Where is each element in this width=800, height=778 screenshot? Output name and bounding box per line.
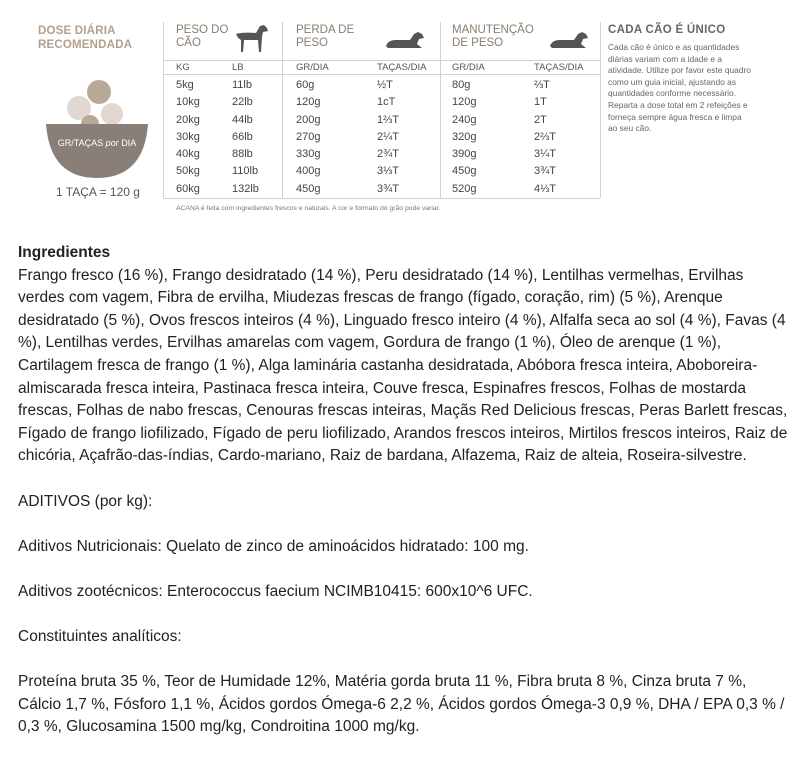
table-cell: 2T — [534, 113, 547, 126]
table-cell: 30kg — [176, 130, 200, 143]
feeding-guide — [0, 0, 800, 230]
table-cell: 1T — [534, 96, 547, 109]
table-cell: 2⅔T — [534, 130, 557, 143]
table-cell: 1⅔T — [377, 113, 400, 126]
sub-header-loss-cups: TAÇAS/DIA — [377, 62, 427, 73]
table-cell: 11lb — [232, 79, 252, 91]
loss-cups-column — [377, 77, 399, 198]
table-cell: 132lb — [232, 182, 259, 195]
sub-header-loss-gr: GR/DIA — [296, 62, 329, 73]
table-cell: 450g — [296, 182, 321, 195]
analytical-heading: Constituintes analíticos: — [18, 628, 182, 646]
table-cell: 2¾T — [377, 148, 400, 161]
table-cell: 320g — [452, 130, 477, 143]
table-cell: 110lb — [232, 165, 259, 178]
table-cell: 450g — [452, 165, 477, 178]
sub-header-maint-gr: GR/DIA — [452, 62, 485, 73]
maint-cups-column — [534, 77, 556, 198]
ingredients-text: Frango fresco (16 %), Frango desidratado (14 %), Peru desidratado (14 %), Lentilhas vermelhas, Ervilhas verdes com vagem, Fibra de ervilha, Miudezas frescas de frango (fígado, coração, rim) (5 %), Arenque desidratado (5 %), Ovos frescos inteiros (4 %), Linguado fresco inteiro (4 %), Alfalfa seca ao sol (4 %), Favas (4 %), Lentilhas verdes, Ervilhas amarelas com vagem, Gordura de frango (1 %), Óleo de arenque (1 %), Cartilagem fresca de frango (1 %), Alga laminária castanha desidratada, Abóbora fresca inteira, Aboboreira-almiscarada fresca inteira, Pastinaca fresca inteira, Couve fresca, Espinafres frescos, Folhas de mostarda frescas, Folhas de nabo frescas, Cenouras frescas inteiras, Maçãs Red Delicious frescas, Peras Barlett frescas, Fígado de frango liofilizado, Fígado de peru liofilizado, Arandos frescos inteiros, Mirtilos frescos inteiros, Raiz de chicória, Açafrão-das-índias, Cardo-mariano, Raiz de bardana, Alfazema, Raiz de alteia, Roseira-silvestre. — [18, 266, 788, 465]
maintenance-header: MANUTENÇÃO DE PESO — [452, 24, 534, 49]
table-cell: 1cT — [377, 96, 396, 109]
table-cell: 20kg — [176, 113, 200, 126]
table-cell: 66lb — [232, 130, 253, 143]
cup-info: 1 TAÇA = 120 g — [56, 185, 140, 199]
nutritional-additives: Aditivos Nutricionais: Quelato de zinco de aminoácidos hidratado: 100 mg. — [18, 537, 529, 555]
kg-column — [176, 77, 200, 198]
table-cell: 120g — [452, 96, 477, 109]
table-cell: 10kg — [176, 96, 200, 109]
table-cell: 5kg — [176, 79, 194, 91]
table-cell: 60g — [296, 79, 315, 91]
product-description — [18, 242, 790, 739]
sub-header-maint-cups: TAÇAS/DIA — [534, 62, 584, 73]
table-cell: 400g — [296, 165, 321, 178]
table-cell: ⅔T — [534, 79, 550, 91]
ingredients-heading: Ingredientes — [18, 244, 111, 261]
table-cell: 520g — [452, 182, 477, 195]
bowl-label: GR/TAÇAS por DIA — [57, 138, 137, 148]
table-cell: 120g — [296, 96, 321, 109]
table-cell: 80g — [452, 79, 471, 91]
table-cell: 200g — [296, 113, 321, 126]
standing-dog-icon — [232, 22, 270, 54]
table-cell: 2¼T — [377, 130, 400, 143]
sub-header-lb: LB — [232, 62, 244, 73]
sub-header-kg: KG — [176, 62, 190, 73]
table-cell: 390g — [452, 148, 477, 161]
table-cell: 88lb — [232, 148, 253, 161]
zootechnical-additives: Aditivos zootécnicos: Enterococcus faecium NCIMB10415: 600x10^6 UFC. — [18, 582, 533, 600]
table-cell: 40kg — [176, 148, 200, 161]
table-cell: 4⅓T — [534, 182, 557, 195]
loss-gr-column — [296, 77, 320, 198]
table-cell: 270g — [296, 130, 321, 143]
maint-gr-column — [452, 77, 476, 198]
weight-header: PESO DO CÃO — [176, 24, 229, 49]
table-cell: 50kg — [176, 165, 200, 178]
table-cell: 44lb — [232, 113, 253, 126]
additives-heading: ADITIVOS (por kg): — [18, 492, 153, 510]
lb-column — [232, 77, 259, 198]
table-cell: 240g — [452, 113, 477, 126]
note-title: CADA CÃO É ÚNICO — [608, 24, 726, 36]
bowl-icon — [44, 74, 150, 178]
feeding-guide-title: DOSE DIÁRIA RECOMENDADA — [38, 25, 133, 51]
lying-dog-icon — [548, 28, 590, 50]
table-cell: 3¼T — [534, 148, 557, 161]
table-cell: ½T — [377, 79, 393, 91]
table-cell: 22lb — [232, 96, 253, 109]
footnote: ACANA é feita com ingredientes frescos e naturais. A cor e formato do grão pode variar. — [176, 205, 441, 212]
table-cell: 330g — [296, 148, 321, 161]
table-cell: 60kg — [176, 182, 200, 195]
table-cell: 3¾T — [534, 165, 557, 178]
lying-dog-icon — [384, 28, 426, 50]
table-cell: 3¾T — [377, 182, 400, 195]
analytical-text: Proteína bruta 35 %, Teor de Humidade 12%, Matéria gorda bruta 11 %, Fibra bruta 8 %, Cinza bruta 7 %, Cálcio 1,7 %, Fósforo 1,1 %, Ácidos gordos Ómega-6 2,2 %, Ácidos gordos Ómega-3 0,9 %, DHA / EPA 0,3 % / 0,3 %, Glucosamina 1500 mg/kg, Condroitina 1000 mg/kg. — [18, 673, 785, 736]
table-cell: 3⅓T — [377, 165, 400, 178]
note-text: Cada cão é único e as quantidades diárias variam com a idade e a atividade. Utilize por favor este quadro como um guia inicial, ajustando as quantidades conforme necessário. Reparta a dose total em 2 refeições e forneça sempre água fresca e limpa ao seu cão. — [608, 42, 751, 134]
loss-header: PERDA DE PESO — [296, 24, 355, 49]
